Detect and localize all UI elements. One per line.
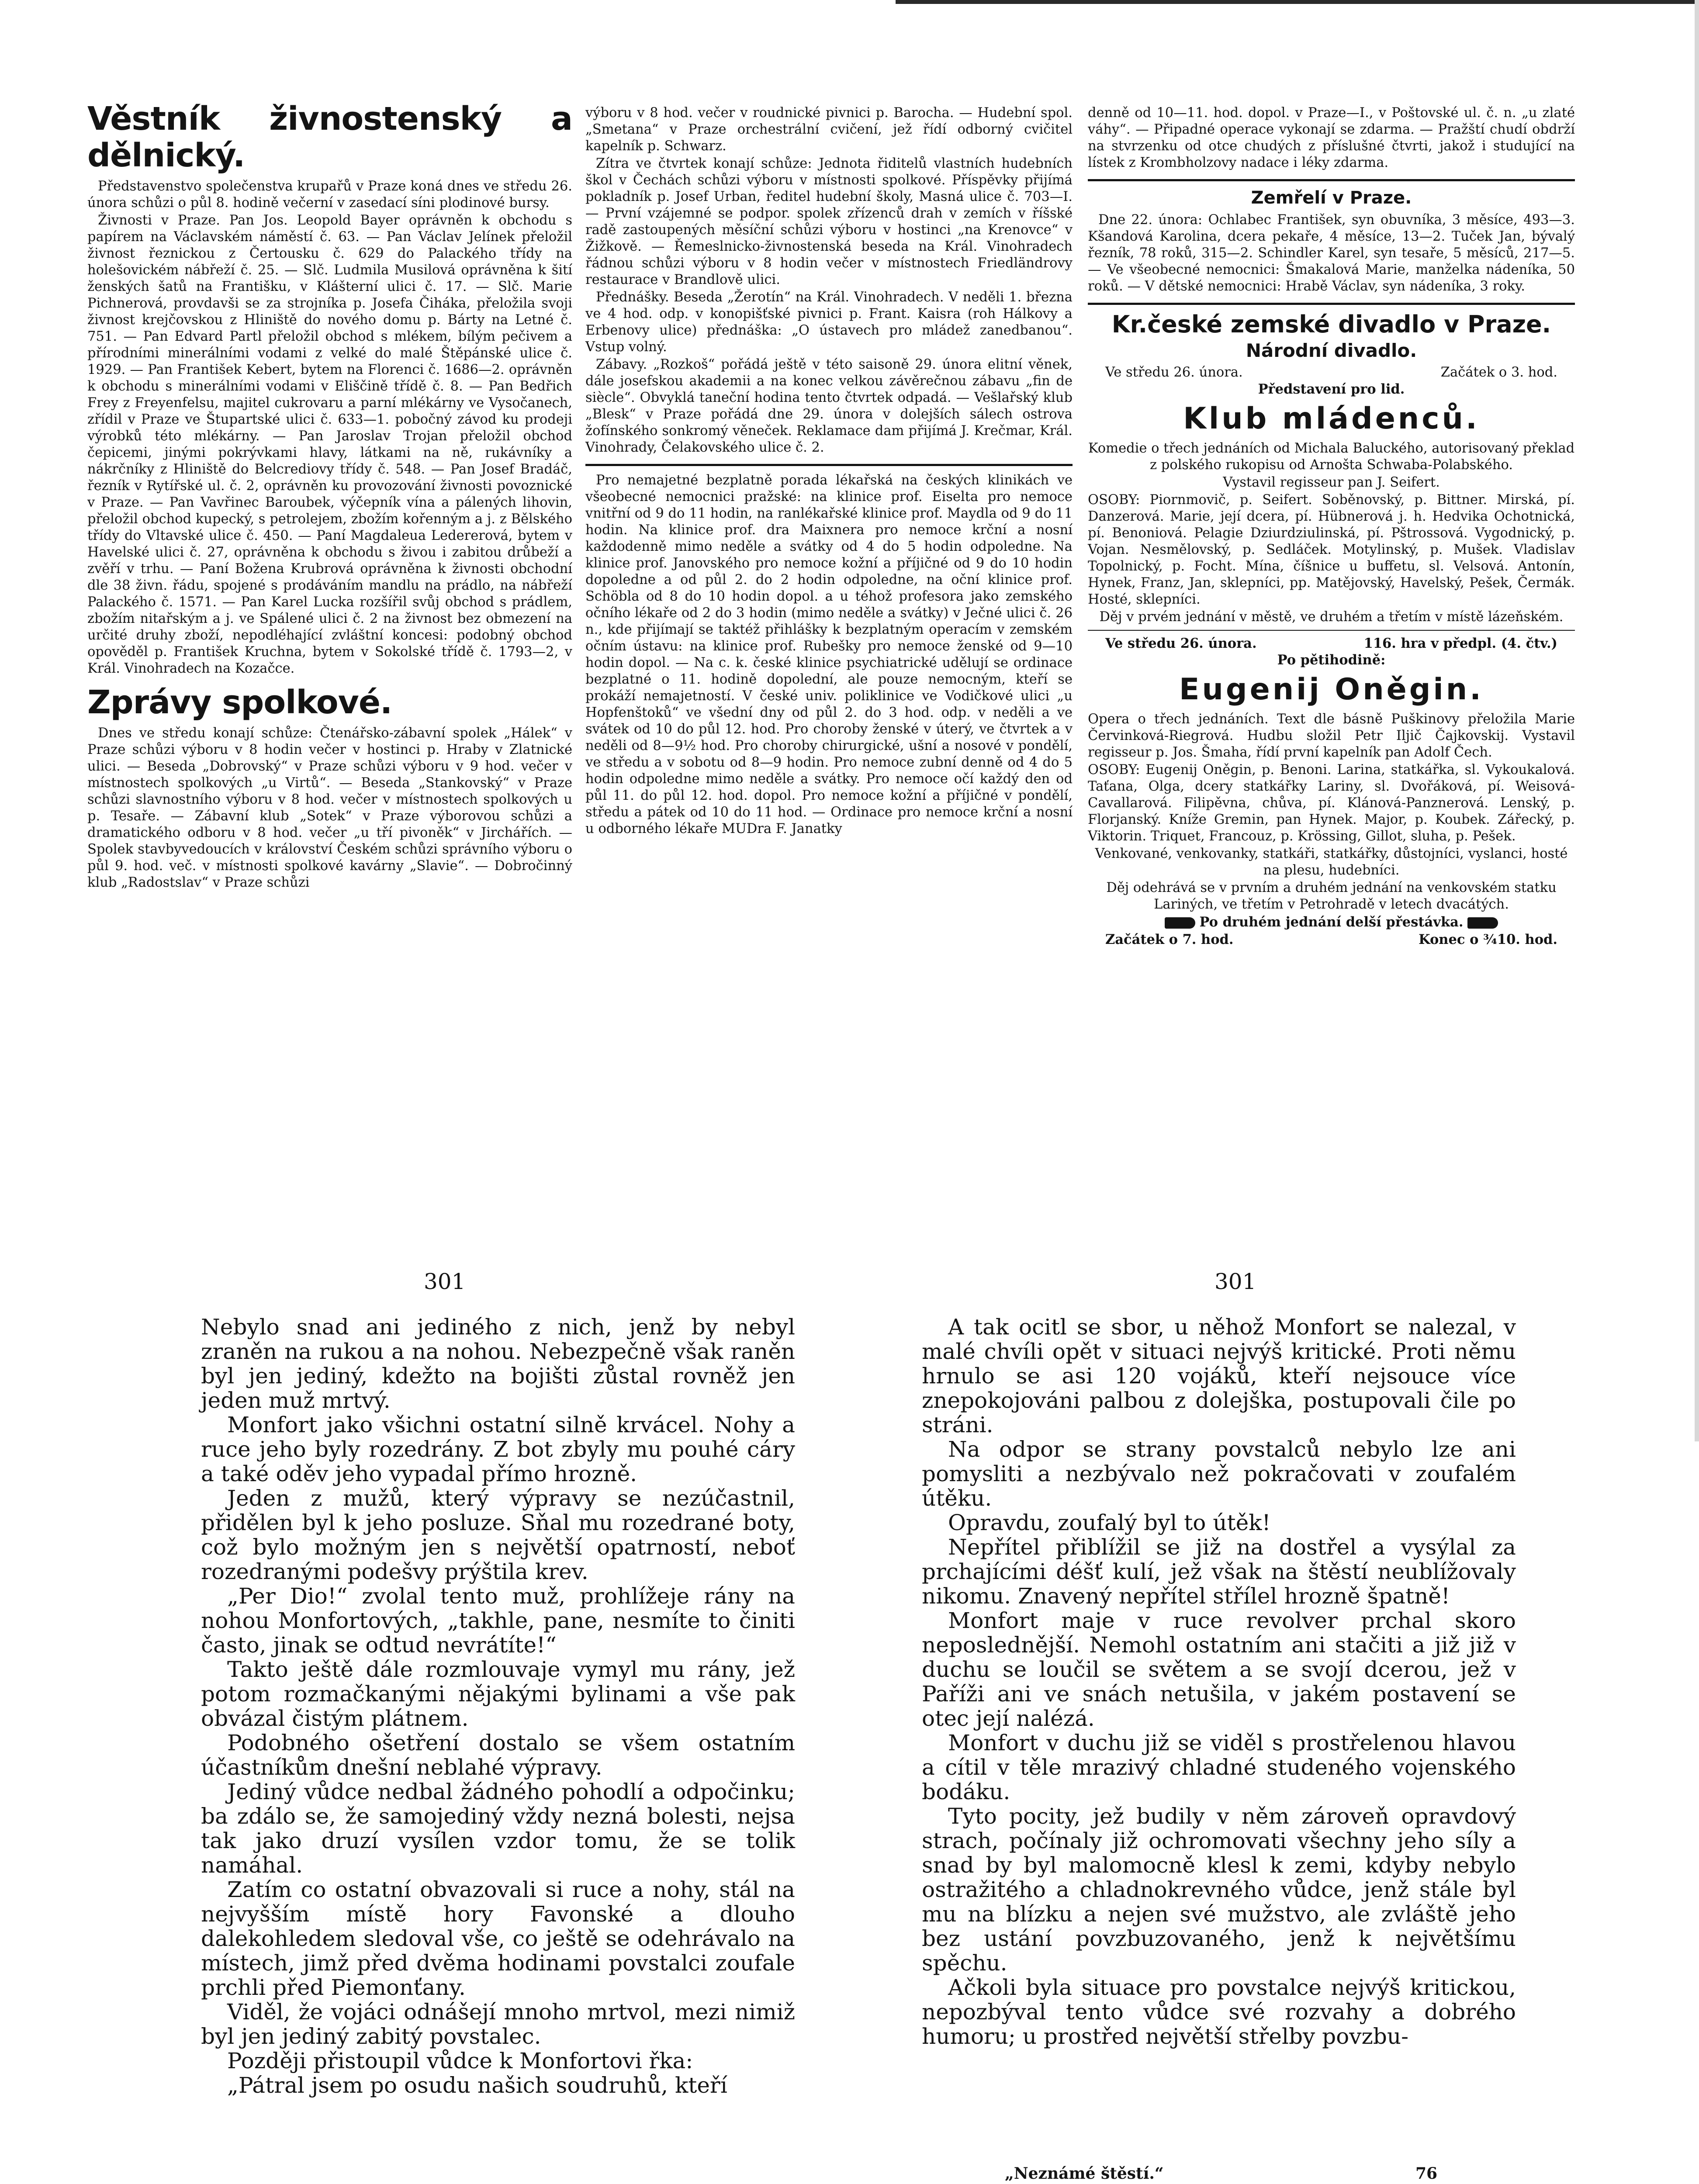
novel-paragraph: Nebylo snad ani jediného z nich, jenž by nebyl zraněn na rukou a na nohou. Nebezpečně však raněn byl jen jediný, kdežto na bojišti zůstal rovněž jen jeden muž mrtvý. <box>201 1314 795 1413</box>
times-row <box>1088 931 1575 948</box>
divider <box>1088 630 1575 631</box>
pause-note: Po druhém jednání delší přestávka. <box>1199 914 1464 930</box>
novel-right-column <box>922 1315 1516 2049</box>
play2-cast: OSOBY: Eugenij Oněgin, p. Benoni. Larina, statkářka, sl. Vykoukalová. Taťana, Olga, dcery statkářky Lariny, sl. Dvořáková, pí. Weisová-Cavallarová. Filipěvna, chůva, pí. Klánová-Panznerová. Lenský, p. Florjanský. Kníže Gremin, pan Hynek. Major, p. Koubek. Zářecký, p. Viktorin. Triquet, Francouz, p. Krössing, Gillot, sluha, p. Pešek. <box>1088 762 1575 844</box>
novel-paragraph: Takto ještě dále rozmlouvaje vymyl mu rány, jež potom rozmačkanými nějakými bylinami a vše pak obvázal čistým plátnem. <box>201 1657 795 1731</box>
novel-paragraph: Podobného ošetření dostalo se všem ostatním účastníkům dnešní neblahé výpravy. <box>201 1730 795 1780</box>
evening1-header <box>1088 364 1575 381</box>
evening1-date: Ve středu 26. února. <box>1105 365 1243 380</box>
notice-paragraph: Zábavy. „Rozkoš“ pořádá ještě v této saisoně 29. února elitní věnek, dále josefskou akademii a na konec velkou závěrečnou zábavu „fin de siècle“. Obvyklá taneční hodina tento čtvrtek odpadá. — Vešlařský klub „Blesk“ v Praze pořádá dne 29. února v dolejších sálech ostrova žofínského sonkromý věneček. Reklamace dam přijímá J. Krečmar, Král. Vinohrady, Čelakovského ulice č. 2. <box>585 357 1073 455</box>
notice-paragraph: denně od 10—11. hod. dopol. v Praze—I., v Poštovské ul. č. n. „u zlaté váhy“. — Připadné operace vykonají se zdarma. — Pražští chudí obdrží na stvrzenku od otce chudých z příslušné čtvrti, jakož i studující na lístek z Krombholzovy nadace i léky zdarma. <box>1088 105 1575 170</box>
play2-extras: Venkované, venkovanky, statkáři, statkářky, důstojníci, vyslanci, hosté na plesu, hudebníci. <box>1095 846 1568 878</box>
notice-paragraph: Představenstvo společenstva krupařů v Praze koná dnes ve středu 26. února schůzi o půl 8. hodině večerní v zasedací síni plodinové bursy. <box>87 179 572 211</box>
play1-description: Komedie o třech jednáních od Michala Baluckého, autorisovaný překlad z polského rukopisu od Arnošta Schwaba-Polabského. <box>1088 441 1575 473</box>
evening2-date: Ve středu 26. února. <box>1105 636 1257 651</box>
novel-left-column <box>201 1315 795 2098</box>
novel-paragraph: Později přistoupil vůdce k Monfortovi řka: <box>227 2048 693 2073</box>
notice-paragraph: Zítra ve čtvrtek konají schůze: Jednota řiditelů vlastních hudebních škol v Čechách schůzi výboru v místnosti spolkové. Příspěvky přijímá pokladník p. Josef Urban, ředitel hudební školy, Masná ulice č. 703—I. — První vzájemné se podpor. spolek zřízenců drah v zemích v říšské radě zastoupených měsíční schůzi výboru v hostinci „na Krenovce“ v Žižkově. — Řemeslnicko-živnostenská beseda na Král. Vinohradech řádnou schůzi výboru v 8 hodin večer v místnostech Friedländrovy restaurace v Brandlově ulici. <box>585 156 1073 287</box>
section-title-trade: Věstník živnostenský a dělnický. <box>87 100 572 174</box>
novel-paragraph: Opravdu, zoufalý byl to útěk! <box>948 1510 1271 1535</box>
medical-notice: Pro nemajetné bezplatně porada lékařská na českých klinikách ve všeobecné nemocnici pražské: na klinice prof. Eiselta pro nemoce vnitřní od 9 do 11 hodin, na ranlékařské klinice prof. Maydla od 9 do 11 hodin. Na klinice prof. dra Maixnera pro nemoce krční a nosní každodenně mimo neděle a svátky od 4 do 5 hodin odpoledne. Na klinice prof. Janovského pro nemoce kožní a příjičné od 9 do 10 hodin dopoledne a od půl 2. do 2 hodin odpoledne, na oční klinice prof. Schöbla od 8 do 10 hodin dopol. a u téhož profesora jako zemského očního lékaře od 2 do 3 hodin (mimo neděle a svátky) v Ječné ulici č. 26 n., kde přijímají se taktéž přihlášky k bezplatným operacím v zemském očním ústavu: na klinice prof. Rubešky pro nemoce ženské od 9—10 hodin dopol. — Na c. k. české klinice psychiatrické udělují se ordinace bezplatné o 11. hodině dopolední, ale pouze nemocným, kteří se prokáží nemajetností. V české univ. poliklinice ve Vodičkové ulici „u Hopfenštoků“ ve všední dny od půl 2. do 3 hod. odp. v neděli a ve svátek od 10 do půl 12. hod. Pro choroby ženské v úterý, ve čtvrtek a v neděli od 8—9½ hod. Pro choroby chirurgické, ušní a nosové v pondělí, ve středu a v sobotu od 8—9 hodin. Pro nemoce zubní denně od 4 do 5 hodin odpoledne mimo neděle a svátky. Pro nemoce očí každý den od půl 11. do půl 12. hod. dopol. Pro nemoce kožní a příjičné v pondělí, středu a pátek od 10 do 11 hod. — Ordinace pro nemoce krční a nosní u odborného lékaře MUDra F. Janatky <box>585 473 1073 836</box>
evening1-note: Představení pro lid. <box>1258 381 1405 397</box>
column-3 <box>1088 105 1575 948</box>
notice-paragraph: Přednášky. Beseda „Žerotín“ na Král. Vinohradech. V neděli 1. března ve 4 hod. odp. v konopišťské pivnici p. Frant. Kaisra (roh Hálkovy a Erbenovy ulice) přednáška: „O ústavech pro mládež zanedbanou“. Vstup volný. <box>585 290 1073 355</box>
novel-paragraph: „Pátral jsem po osudu našich soudruhů, kteří <box>227 2073 727 2098</box>
novel-footer-page: 76 <box>1415 2164 1438 2183</box>
play2-title: Eugenij Oněgin. <box>1179 672 1484 707</box>
page-number-left: 301 <box>424 1269 466 1294</box>
start-time: Začátek o 7. hod. <box>1105 932 1234 947</box>
scan-right-edge <box>1695 0 1699 1441</box>
notice-paragraph: výboru v 8 hod. večer v roudnické pivnici p. Barocha. — Hudební spol. „Smetana“ v Praze orchestrální cvičení, jež řídí odborný cvičitel kapelník p. Schwarz. <box>585 105 1073 154</box>
scan-top-edge <box>896 0 1699 4</box>
section-title-societies: Zprávy spolkové. <box>87 684 392 721</box>
pause-line <box>1088 914 1575 930</box>
novel-paragraph: Viděl, že vojáci odnášejí mnoho mrtvol, mezi nimiž byl jen jediný zabitý povstalec. <box>201 1999 795 2049</box>
novel-paragraph: Zatím co ostatní obvazovali si ruce a nohy, stál na nejvyšším místě hory Favonské a dlouho dalekohledem sledoval vše, co ještě se odehrávalo na místech, jimž před dvěma hodinami povstalci zoufale prchli před Piemonťany. <box>201 1877 795 2000</box>
novel-paragraph: Monfort jako všichni ostatní silně krvácel. Nohy a ruce jeho byly rozedrány. Z bot zbyly mu pouhé cáry a také oděv jeho vypadal přímo hrozně. <box>201 1412 795 1486</box>
play1-director: Vystavil regisseur pan J. Seifert. <box>1223 475 1440 490</box>
evening1-start: Začátek o 3. hod. <box>1440 365 1557 380</box>
novel-paragraph: Tyto pocity, jež budily v něm zároveň opravdový strach, počínaly již ochromovati všechny jeho síly a snad by byl malomocně klesl k zemi, kdyby nebylo ostražitého a chladnokrevného vůdce, jenž stále byl mu na blízku a nejen své mužstvo, ale zvláště jeho bez ustání povzbuzovaného, jenž k největšímu spěchu. <box>922 1804 1516 1976</box>
pointing-hand-icon <box>1467 917 1498 929</box>
play1-title: Klub mládenců. <box>1183 401 1480 436</box>
play1-cast: OSOBY: Piornmovič, p. Seifert. Soběnovský, p. Bittner. Mirská, pí. Danzerová. Marie, její dcera, pí. Hübnerová j. h. Hedvika Ochotnická, pí. Benoniová. Pelagie Dziurdziulinská, pí. Pštrossová. Vygodnický, p. Vojan. Nesmělovský, p. Sedláček. Motylinský, p. Mušek. Vladislav Topolnický, p. Focht. Mína, číšnice u buffetu, sl. Velsová. Antonín, Hynek, Franz, Jan, sklepníci, pp. Matějovský, Havelský, Pešek, Čermák. Hosté, sklepníci. <box>1088 492 1575 607</box>
end-time: Konec o ¾10. hod. <box>1419 932 1557 947</box>
page-number-right: 301 <box>1215 1269 1256 1294</box>
divider <box>1088 179 1575 181</box>
play2-description: Opera o třech jednáních. Text dle básně Puškinovy přeložila Marie Červinková-Riegrová. Hudbu složil Petr Iljič Čajkovskij. Vystavil regisseur p. Jos. Šmaha, řídí první kapelník pan Adolf Čech. <box>1088 712 1575 760</box>
novel-paragraph: Nepřítel přiblížil se již na dostřel a vysýlal za prchajícími déšť kulí, jež však na štěstí neublížovaly nikomu. Znavený nepřítel střílel hrozně špatně! <box>922 1534 1516 1609</box>
evening2-note: Po pětihodině: <box>1277 652 1386 668</box>
play1-scene: Děj v prvém jednání v městě, ve druhém a třetím v místě lázeňském. <box>1099 609 1564 625</box>
column-1 <box>87 100 572 892</box>
novel-paragraph: Monfort v duchu již se viděl s prostřelenou hlavou a cítil v těle mrazivý chladné studeného vojenského bodáku. <box>922 1730 1516 1804</box>
deaths-list: Dne 22. února: Ochlabec František, syn obuvníka, 3 měsíce, 493—3. Kšandová Karolina, dcera pekaře, 4 měsíce, 13—2. Tuček Jan, bývalý řezník, 78 roků, 315—2. Schindler Karel, syn tesaře, 5 měsíců, 217—5. — Ve všeobecné nemocnici: Šmakalová Marie, manželka nádeníka, 50 roků. — V dětské nemocnici: Hrabě Václav, syn nádeníka, 3 roky. <box>1088 212 1575 294</box>
notice-paragraph: Živnosti v Praze. Pan Jos. Leopold Bayer oprávněn k obchodu s papírem na Václavském náměstí č. 63. — Pan Václav Jelínek přeložil živnost řeznickou z Čertousku č. 629 do Palackého třídy na holešovickém nábřeží č. 25. — Slč. Ludmila Musilová oprávněna k šití ženských šatů na Františku, v Klášterní ulici č. 17. — Slč. Marie Pichnerová, provdavši se za strojníka p. Josefa Čiháka, přeložila svoji živnost krejčovskou z Hliniště do nového domu p. Bárty na Letné č. 751. — Pan Edvard Partl přeložil obchod s mlékem, bílým pečivem a přírodními minerálními vodami z velké do malé Štěpánské ulice č. 1929. — Pan František Kebert, bytem na Florenci č. 1686—2. oprávněn k obchodu s minerálními vodami v Eliščině třídě č. 8. — Pan Bedřich Frey z Freyenfelsu, majitel cukrovaru a parní mlékárny ve Vysočanech, zřídil v Praze ve Štupartské ulici č. 633—1. pobočný závod ku prodeji výrobků této mlékárny. — Pan Jaroslav Trojan přeložil obchod čepicemi, jinými pokrývkami hlavy, látkami na ně, rukávníky a nákrčníky z Hliniště do Belcrediovy třídy č. 548. — Pan Josef Bradáč, řezník v Rytířské ul. č. 2, oprávněn ku provozování živnosti povoznické v Praze. — Pan Vavřinec Baroubek, výčepník vína a pálených lihovin, přeložil obchod kupecký, s petrolejem, zbožím kořenným a j. z Bělského třídy do Vltavské ulice č. 450. — Paní Magdaleua Ledererová, bytem v Havelské ulici č. 27, oprávněna k obchodu s živou i zabitou drůbeží a zvěří v trhu. — Paní Božena Krubrová oprávněna k živnosti obchodní dle 38 živn. řádu, spojené s prodáváním mandlu na prádlo, na nábřeží Palackého č. 1571. — Pan Karel Lucka rozšířil svůj obchod s prádlem, zbožím nitařským a j. ve Spálené ulici č. 2 na živnost bez obmezení na určité druhy zboží, nepodléhající zvláštní koncesi: podobný obchod opověděl p. František Kruchna, bytem v Sokolské třídě č. 1793—2, v Král. Vinohradech na Kozačce. <box>87 213 572 676</box>
theater-title: Kr.české zemské divadlo v Praze. <box>1111 311 1551 338</box>
theater-subtitle: Národní divadlo. <box>1246 340 1417 361</box>
evening2-info: 116. hra v předpl. (4. čtv.) <box>1363 636 1557 651</box>
notice-paragraph: Dnes ve středu konají schůze: Čtenářsko-zábavní spolek „Hálek“ v Praze schůzi výboru v 8 hodin večer v hostinci p. Hraby v Zlatnické ulici. — Beseda „Dobrovský“ v Praze schůzi výboru v 9 hod. večer v místnostech spolkových „u Virtů“. — Beseda „Stankovský“ v Praze schůzi slavnostního výboru v 8 hod. večer v místnostech spolkových u p. Tesaře. — Zábavní klub „Sotek“ v Praze výborovou schůzi a dramatického odboru v 8 hod. večer „u tří pivoněk“ v Jirchářích. — Spolek stavbyvedoucích v království Českém schůzi správního výboru o půl 9. hod. več. v místnosti spolkové kavárny „Slavie“. — Dobročinný klub „Radostslav“ v Praze schůzi <box>87 726 572 890</box>
novel-footer-title: „Neznámé štěstí.“ <box>1005 2164 1164 2183</box>
divider <box>585 464 1073 466</box>
deaths-title: Zemřelí v Praze. <box>1251 188 1412 208</box>
novel-paragraph: Jeden z mužů, který výpravy se nezúčastnil, přidělen byl k jeho posluze. Sňal mu rozedrané boty, což bylo možným jen s největší opatrností, neboť rozedranými podešvy prýštila krev. <box>201 1486 795 1584</box>
novel-paragraph: „Per Dio!“ zvolal tento muž, prohlížeje rány na nohou Monfortových, „takhle, pane, nesmíte to činiti často, jinak se odtud nevrátíte!“ <box>201 1583 795 1658</box>
novel-paragraph: Ačkoli byla situace pro povstalce nejvýš kritickou, nepozbýval tento vůdce své rozvahy a dobrého humoru; u prostřed největší střelby povzbu- <box>922 1975 1516 2049</box>
novel-paragraph: A tak ocitl se sbor, u něhož Monfort se nalezal, v malé chvíli opět v situaci nejvýš kritické. Proti němu hrnulo se asi 120 vojáků, kteří nejsouce více znepokojováni palbou z dolejška, postupovali čile po stráni. <box>922 1314 1516 1438</box>
novel-paragraph: Jediný vůdce nedbal žádného pohodlí a odpočinku; ba zdálo se, že samojediný vždy nezná bolesti, nejsa tak jako druzí vysílen vzdor tomu, že se tolik namáhal. <box>201 1779 795 1878</box>
novel-paragraph: Monfort maje v ruce revolver prchal skoro neposlednější. Nemohl ostatním ani stačiti a již již v duchu se loučil se světem a se svojí dcerou, jež v Paříži ani ve snách netušila, v jakém postavení se otec její nalézá. <box>922 1608 1516 1731</box>
divider <box>1088 303 1575 305</box>
novel-paragraph: Na odpor se strany povstalců nebylo lze ani pomysliti a nezbývalo než pokračovati v zoufalém útěku. <box>922 1437 1516 1511</box>
evening2-header <box>1088 635 1575 652</box>
pointing-hand-icon <box>1165 917 1195 929</box>
column-2 <box>585 105 1073 838</box>
play2-scene: Děj odehrává se v prvním a druhém jednání na venkovském statku Lariných, ve třetím v Petrohradě v letech dvacátých. <box>1106 880 1557 912</box>
